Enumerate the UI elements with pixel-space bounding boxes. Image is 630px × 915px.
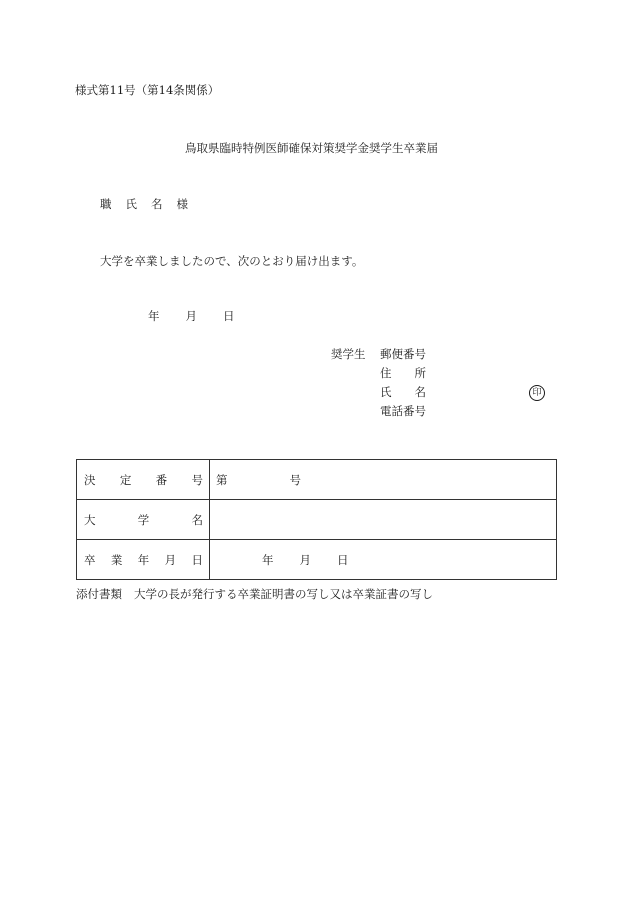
attachment-label: 添付書類 bbox=[76, 587, 122, 601]
label-char: 大 bbox=[84, 512, 96, 527]
addressee-char: 職 bbox=[100, 197, 112, 211]
label-char: 業 bbox=[110, 552, 123, 567]
label-char: 番 bbox=[155, 472, 168, 487]
label-char: 月 bbox=[164, 552, 177, 567]
address-label bbox=[380, 368, 426, 380]
date-month: 月 bbox=[185, 309, 197, 323]
table-row bbox=[77, 460, 557, 500]
phone-label: 電話番号 bbox=[380, 404, 426, 418]
date-year: 年 bbox=[148, 309, 160, 323]
name-label bbox=[380, 387, 426, 399]
submission-date bbox=[148, 311, 235, 323]
number-suffix: 号 bbox=[289, 472, 301, 487]
table-row bbox=[77, 540, 557, 580]
label-char: 卒 bbox=[84, 552, 96, 567]
form-number: 様式第11号（第14条関係） bbox=[75, 83, 220, 97]
number-prefix: 第 bbox=[216, 472, 228, 487]
label-char: 決 bbox=[84, 472, 96, 487]
graduation-date-value-cell[interactable] bbox=[210, 540, 557, 580]
attachment-text: 大学の長が発行する卒業証明書の写し又は卒業証書の写し bbox=[134, 587, 433, 601]
graduation-date-label-cell bbox=[77, 540, 210, 580]
info-table bbox=[76, 459, 557, 580]
applicant-label: 奨学生 bbox=[331, 347, 366, 361]
body-text: 大学を卒業しましたので、次のとおり届け出ます。 bbox=[100, 254, 364, 268]
grad-year: 年 bbox=[262, 552, 274, 567]
address-char: 住 bbox=[380, 366, 392, 380]
seal-icon: 印 bbox=[529, 385, 545, 401]
label-char: 日 bbox=[191, 552, 203, 567]
date-day: 日 bbox=[223, 309, 235, 323]
label-char: 定 bbox=[119, 472, 132, 487]
name-char: 名 bbox=[414, 385, 426, 399]
address-char: 所 bbox=[414, 366, 426, 380]
attachment-note bbox=[76, 589, 433, 601]
university-name-value-cell[interactable] bbox=[210, 500, 557, 540]
label-char: 名 bbox=[191, 512, 203, 527]
decision-number-value-cell[interactable] bbox=[210, 460, 557, 500]
addressee bbox=[100, 199, 188, 211]
label-char: 学 bbox=[137, 512, 150, 527]
grad-month: 月 bbox=[299, 552, 311, 567]
document-title: 鳥取県臨時特例医師確保対策奨学金奨学生卒業届 bbox=[185, 141, 438, 155]
addressee-char: 氏 bbox=[125, 197, 137, 211]
label-char: 号 bbox=[191, 472, 203, 487]
label-char: 年 bbox=[137, 552, 150, 567]
addressee-char: 様 bbox=[176, 197, 188, 211]
name-char: 氏 bbox=[380, 385, 392, 399]
grad-day: 日 bbox=[337, 552, 349, 567]
postal-code-label: 郵便番号 bbox=[380, 347, 426, 361]
addressee-char: 名 bbox=[151, 197, 163, 211]
university-name-label-cell bbox=[77, 500, 210, 540]
table-row bbox=[77, 500, 557, 540]
decision-number-label-cell bbox=[77, 460, 210, 500]
